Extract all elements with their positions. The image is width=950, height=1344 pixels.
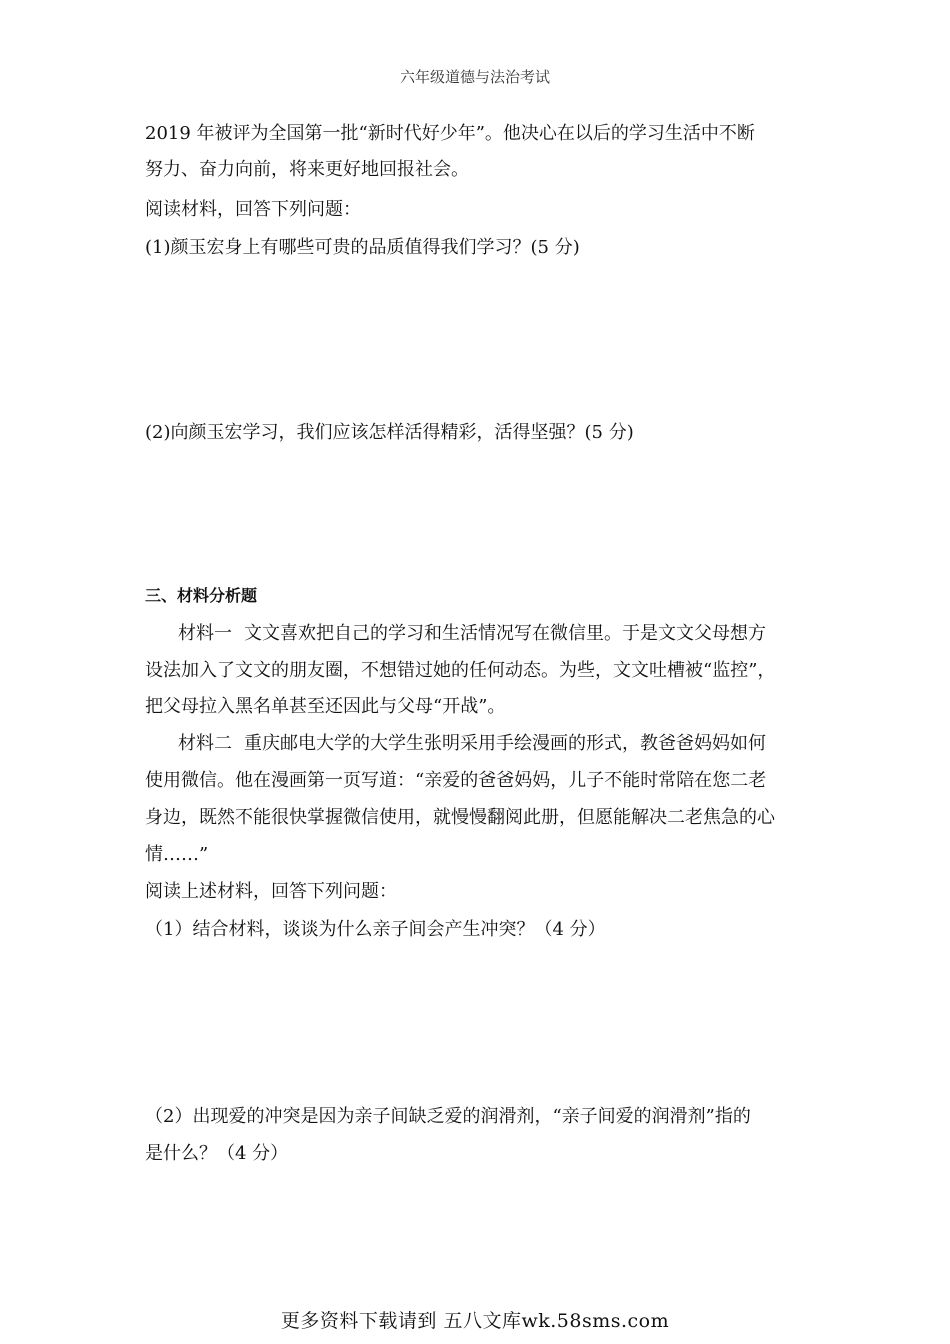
material-2-line: 使用微信。他在漫画第一页写道：“亲爱的爸爸妈妈，儿子不能时常陪在您二老 (145, 770, 767, 791)
material-1-label: 材料一 (178, 623, 232, 644)
reading-instruction: 阅读上述材料，回答下列问题： (145, 881, 397, 902)
section3-question-2: 是什么？（4 分） (145, 1143, 289, 1164)
material-2-line: 情……” (145, 844, 209, 865)
section3-question-2: （2）出现爱的冲突是因为亲子间缺乏爱的润滑剂，“亲子间爱的润滑剂”指的 (145, 1106, 751, 1127)
page-header: 六年级道德与法治考试 (399, 68, 550, 86)
paragraph-line: 努力、奋力向前，将来更好地回报社会。 (145, 159, 469, 180)
section3-question-1: （1）结合材料，谈谈为什么亲子间会产生冲突？（4 分） (145, 919, 606, 940)
question-2: (2)向颜玉宏学习，我们应该怎样活得精彩，活得坚强？(5 分) (145, 422, 634, 443)
material-2-text: 重庆邮电大学的大学生张明采用手绘漫画的形式，教爸爸妈妈如何 (244, 733, 766, 754)
material-1-line (178, 622, 766, 646)
material-2-line: 身边，既然不能很快掌握微信使用，就慢慢翻阅此册，但愿能解决二老焦急的心 (145, 807, 775, 828)
paragraph-line: 2019 年被评为全国第一批“新时代好少年”。他决心在以后的学习生活中不断 (145, 123, 755, 144)
material-2-line (178, 732, 766, 756)
question-1: (1)颜玉宏身上有哪些可贵的品质值得我们学习？(5 分) (145, 237, 580, 258)
material-1-line: 设法加入了文文的朋友圈，不想错过她的任何动态。为些，文文吐槽被“监控”， (145, 660, 776, 681)
section-heading: 三、材料分析题 (145, 586, 258, 605)
material-1-line: 把父母拉入黑名单甚至还因此与父母“开战”。 (145, 696, 506, 717)
footer-download-link[interactable]: 更多资料下载请到 五八文库wk.58sms.com (280, 1310, 670, 1332)
reading-instruction: 阅读材料，回答下列问题： (145, 199, 361, 220)
material-2-label: 材料二 (178, 733, 232, 754)
material-1-text: 文文喜欢把自己的学习和生活情况写在微信里。于是文文父母想方 (244, 623, 766, 644)
